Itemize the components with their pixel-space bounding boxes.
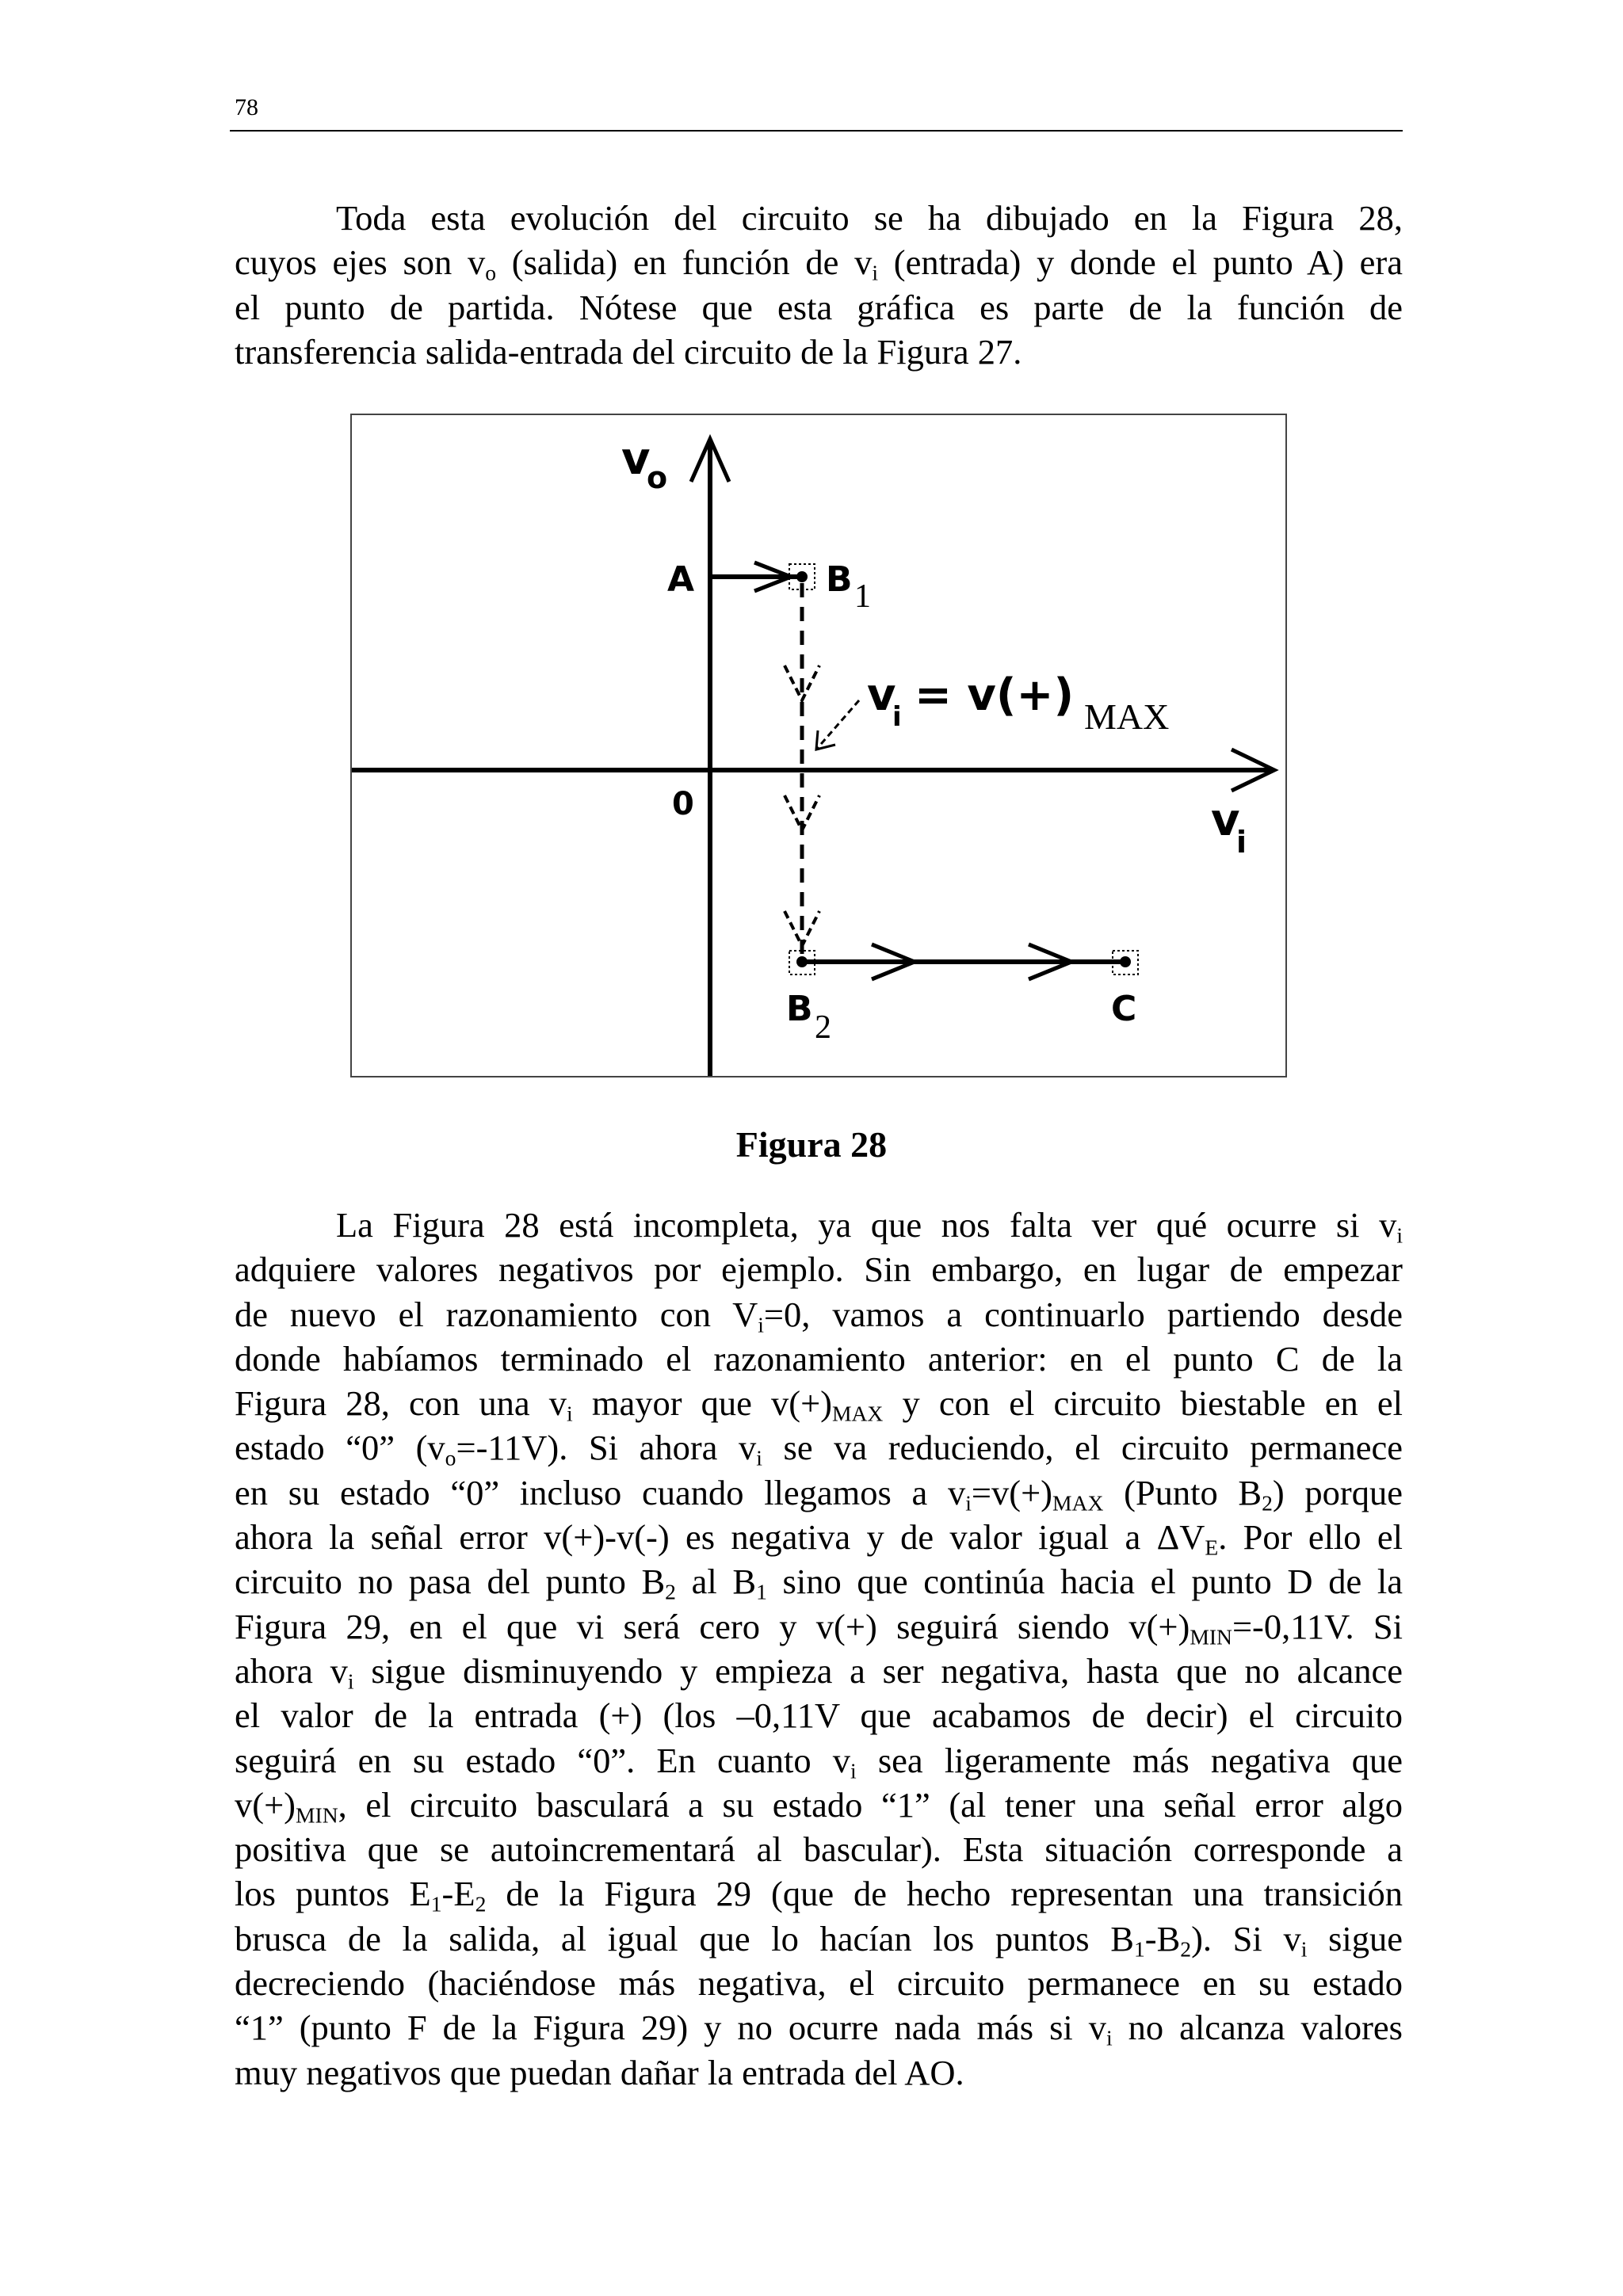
subscript: MIN bbox=[295, 1802, 338, 1828]
figure-28 bbox=[350, 414, 1287, 1077]
point-b1-label: B bbox=[826, 559, 853, 600]
text-run: (entrada) y donde el punto A) era bbox=[878, 242, 1403, 283]
text-run: estado “0” (v bbox=[235, 1428, 445, 1468]
text-run: ahora v bbox=[235, 1650, 348, 1691]
text-line bbox=[235, 1604, 1403, 1649]
text-line bbox=[235, 1961, 1403, 2005]
annotation-eq: = v(+) bbox=[915, 669, 1075, 721]
text-line bbox=[235, 1247, 1403, 1291]
text-line bbox=[235, 1337, 1403, 1381]
subscript: MIN bbox=[1190, 1624, 1232, 1650]
text-line bbox=[235, 1292, 1403, 1337]
text-line bbox=[235, 1425, 1403, 1470]
transfer-function-diagram bbox=[352, 415, 1285, 1076]
text-run: ahora la señal error v(+)-v(-) es negativa y de valor igual a ΔV bbox=[235, 1517, 1205, 1558]
x-axis-label-sub: i bbox=[1236, 825, 1247, 860]
subscript: 1 bbox=[756, 1580, 767, 1605]
text-line bbox=[235, 1515, 1403, 1559]
annotation-vi: v bbox=[867, 669, 896, 721]
paragraph-1 bbox=[235, 196, 1403, 374]
text-run: . Por ello el bbox=[1218, 1517, 1403, 1558]
text-line bbox=[235, 1827, 1403, 1871]
text-run: y con el circuito biestable en el bbox=[883, 1383, 1403, 1424]
text-run: sigue disminuyendo y empieza a ser negativa, hasta que no alcance bbox=[353, 1650, 1403, 1691]
x-axis-label: v bbox=[1211, 795, 1240, 846]
text-line bbox=[235, 1381, 1403, 1425]
annotation-vi-sub: i bbox=[892, 701, 902, 733]
subscript: i bbox=[347, 1669, 354, 1694]
text-line bbox=[235, 1649, 1403, 1693]
text-line bbox=[235, 2050, 1403, 2095]
subscript: MAX bbox=[832, 1401, 884, 1426]
text-run: transferencia salida-entrada del circuito de la Figura 27. bbox=[235, 331, 1022, 372]
text-line bbox=[235, 1917, 1403, 1961]
subscript: o bbox=[445, 1446, 456, 1471]
subscript: 2 bbox=[1180, 1936, 1192, 1962]
point-b2-sub: 2 bbox=[815, 1009, 831, 1046]
text-run: cuyos ejes son v bbox=[235, 242, 486, 283]
text-run: ) porque bbox=[1272, 1472, 1403, 1512]
text-run: decreciendo (haciéndose más negativa, el circuito permanece en su estado bbox=[235, 1963, 1403, 2004]
subscript: i bbox=[567, 1401, 573, 1426]
text-run: circuito no pasa del punto B bbox=[235, 1562, 666, 1602]
text-run: “1” (punto F de la Figura 29) y no ocurre nada más si v bbox=[235, 2008, 1107, 2048]
y-axis-label: v bbox=[621, 433, 651, 485]
subscript: 2 bbox=[1262, 1490, 1273, 1516]
text-line bbox=[235, 1470, 1403, 1515]
text-line bbox=[235, 1783, 1403, 1827]
text-line bbox=[235, 1559, 1403, 1604]
text-run: adquiere valores negativos por ejemplo. Sin embargo, en lugar de empezar bbox=[235, 1249, 1403, 1290]
header-rule bbox=[230, 130, 1403, 132]
subscript: i bbox=[965, 1490, 972, 1516]
subscript: i bbox=[850, 1758, 857, 1783]
text-run: de la Figura 29 (que de hecho representan una transición bbox=[486, 1874, 1403, 1914]
text-run: al B bbox=[675, 1562, 757, 1602]
text-run: ). Si v bbox=[1191, 1918, 1301, 1958]
text-run: Toda esta evolución del circuito se ha dibujado en la Figura 28, bbox=[336, 198, 1403, 238]
point-b1-dot bbox=[796, 571, 808, 582]
text-run: el punto de partida. Nótese que esta gráfica es parte de la función de bbox=[235, 287, 1403, 327]
paragraph-2 bbox=[235, 1203, 1403, 2095]
text-line bbox=[235, 285, 1403, 330]
text-run: seguirá en su estado “0”. En cuanto v bbox=[235, 1740, 851, 1780]
text-run: positiva que se autoincrementará al bascular). Esta situación corresponde a bbox=[235, 1829, 1403, 1870]
subscript: 2 bbox=[475, 1892, 487, 1917]
page-number: 78 bbox=[235, 94, 258, 120]
text-line bbox=[235, 240, 1403, 284]
text-run: v(+) bbox=[235, 1784, 296, 1825]
text-run: sea ligeramente más negativa que bbox=[856, 1740, 1403, 1780]
text-run: Figura 28, con una v bbox=[235, 1383, 567, 1424]
subscript: 2 bbox=[665, 1580, 676, 1605]
text-run: (salida) en función de v bbox=[496, 242, 873, 283]
annotation-arrow-line bbox=[816, 700, 859, 749]
text-run: brusca de la salida, al igual que lo hacían los puntos B bbox=[235, 1918, 1134, 1958]
subscript: i bbox=[1396, 1222, 1403, 1248]
text-line bbox=[235, 1738, 1403, 1783]
text-run: , el circuito basculará a su estado “1” (al tener una señal error algo bbox=[338, 1784, 1403, 1825]
text-run: -E bbox=[441, 1874, 475, 1914]
text-line bbox=[235, 1693, 1403, 1737]
subscript: i bbox=[872, 261, 879, 286]
y-axis-label-sub: o bbox=[647, 460, 668, 495]
text-run: en su estado “0” incluso cuando llegamos a v bbox=[235, 1472, 966, 1512]
subscript: i bbox=[756, 1446, 762, 1471]
text-run: =-11V). Si ahora v bbox=[456, 1428, 757, 1468]
text-run: donde habíamos terminado el razonamiento anterior: en el punto C de la bbox=[235, 1338, 1403, 1379]
text-run: el valor de la entrada (+) (los –0,11V que acabamos de decir) el circuito bbox=[235, 1695, 1403, 1736]
point-c-label: C bbox=[1111, 989, 1137, 1029]
subscript: 1 bbox=[430, 1892, 442, 1917]
subscript: i bbox=[1106, 2026, 1113, 2051]
text-line bbox=[235, 1203, 1403, 1247]
text-run: sigue bbox=[1307, 1918, 1403, 1958]
point-b1-sub: 1 bbox=[854, 578, 871, 615]
text-line bbox=[235, 196, 1403, 240]
text-run: La Figura 28 está incompleta, ya que nos falta ver qué ocurre si v bbox=[336, 1205, 1397, 1245]
text-run: los puntos E bbox=[235, 1874, 431, 1914]
text-line bbox=[235, 2005, 1403, 2050]
text-run: (Punto B bbox=[1103, 1472, 1262, 1512]
subscript: 1 bbox=[1133, 1936, 1145, 1962]
text-run: no alcanza valores bbox=[1112, 2008, 1403, 2048]
subscript: E bbox=[1205, 1535, 1219, 1560]
text-run: de nuevo el razonamiento con V bbox=[235, 1294, 758, 1334]
text-run: muy negativos que puedan dañar la entrada del AO. bbox=[235, 2052, 964, 2092]
point-b2-label: B bbox=[786, 989, 813, 1029]
text-run: mayor que v(+) bbox=[572, 1383, 832, 1424]
text-run: -B bbox=[1144, 1918, 1181, 1958]
text-run: se va reduciendo, el circuito permanece bbox=[762, 1428, 1403, 1468]
text-run: =-0,11V. Si bbox=[1232, 1606, 1403, 1646]
text-run: =v(+) bbox=[971, 1472, 1053, 1512]
subscript: o bbox=[485, 261, 497, 286]
text-run: =0, vamos a continuarlo partiendo desde bbox=[763, 1294, 1403, 1334]
subscript: i bbox=[758, 1312, 764, 1337]
text-line bbox=[235, 1871, 1403, 1916]
text-run: Figura 29, en el que vi será cero y v(+) seguirá siendo v(+) bbox=[235, 1606, 1190, 1646]
figure-caption: Figura 28 bbox=[735, 1124, 888, 1165]
annotation-max-sub: MAX bbox=[1084, 696, 1170, 737]
subscript: i bbox=[1300, 1936, 1308, 1962]
origin-label: 0 bbox=[672, 786, 694, 822]
point-a-label: A bbox=[667, 559, 695, 600]
text-line bbox=[235, 330, 1403, 374]
text-run: sino que continúa hacia el punto D de la bbox=[766, 1562, 1403, 1602]
point-c-dot bbox=[1120, 956, 1131, 967]
subscript: MAX bbox=[1052, 1490, 1104, 1516]
